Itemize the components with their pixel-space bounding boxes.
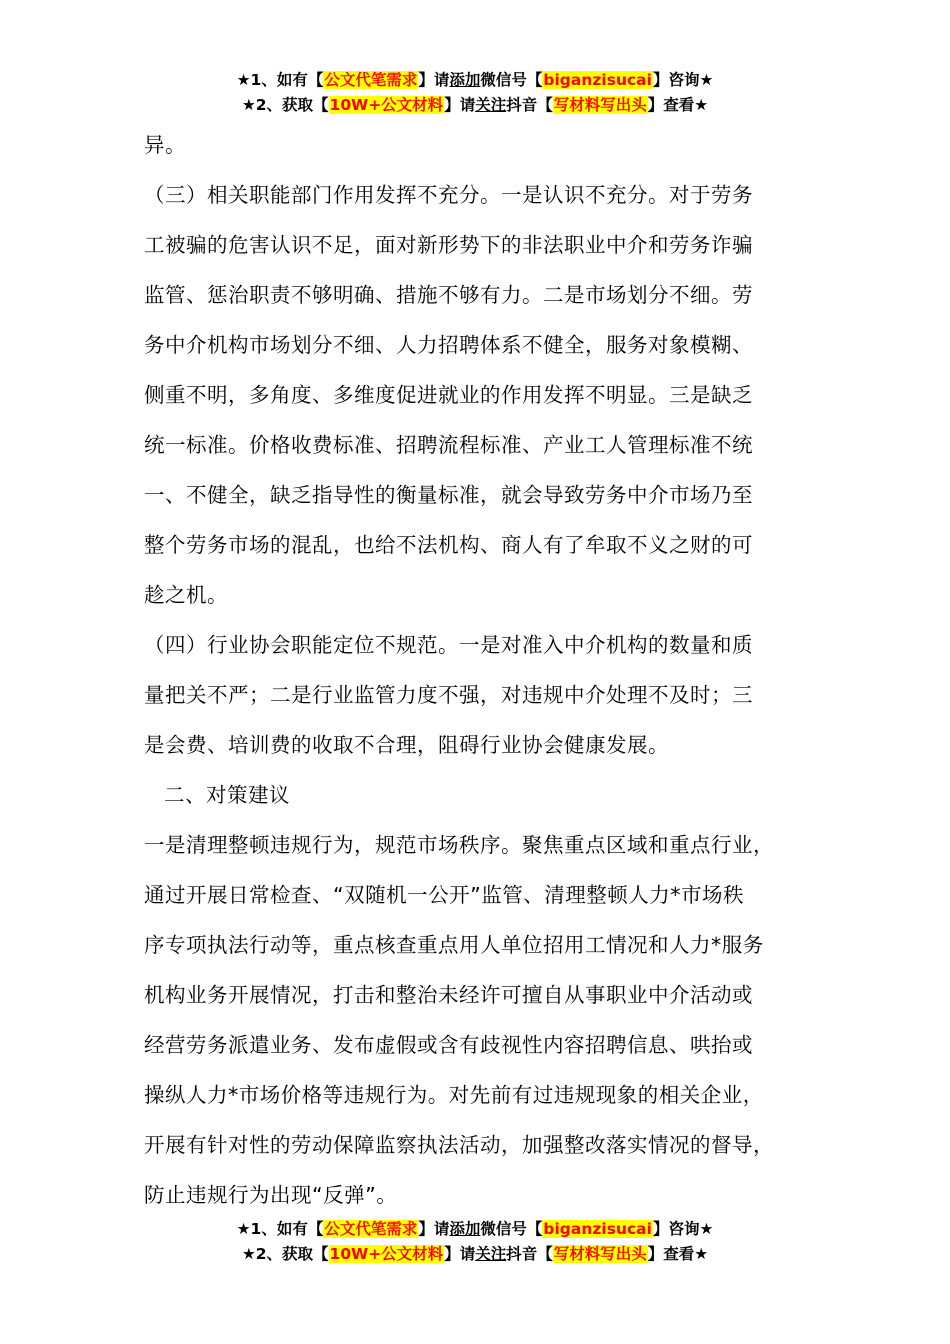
- document-body: [144, 120, 834, 1220]
- body-line: 防止违规行为出现“反弹”。: [144, 1183, 398, 1207]
- body-line: 务中介机构市场划分不细、人力招聘体系不健全，服务对象模糊、: [144, 333, 753, 357]
- banner-underlined-text: 添加: [449, 71, 481, 89]
- banner-text: 】请: [444, 96, 476, 114]
- body-line: 异。: [144, 133, 186, 157]
- section-heading: 二、对策建议: [164, 783, 290, 807]
- banner-text: 抖音【: [506, 96, 553, 114]
- body-line: 序专项执法行动等，重点核查重点用人单位招用工情况和人力*服务: [144, 933, 764, 957]
- body-line: 是会费、培训费的收取不合理，阻碍行业协会健康发展。: [144, 733, 669, 757]
- banner-text: 微信号【: [480, 71, 543, 89]
- body-line: 监管、惩治职责不够明确、措施不够有力。二是市场划分不细。劳: [144, 283, 753, 307]
- footer-banner: [0, 1217, 950, 1267]
- body-line: 开展有针对性的劳动保障监察执法活动，加强整改落实情况的督导，: [144, 1133, 774, 1157]
- body-line: （四）行业协会职能定位不规范。一是对准入中介机构的数量和质: [144, 633, 753, 657]
- body-line: 经营劳务派遣业务、发布虚假或含有歧视性内容招聘信息、哄抬或: [144, 1033, 753, 1057]
- banner-line-2: [0, 1242, 950, 1267]
- banner-highlight: 公文代笔需求: [324, 71, 418, 89]
- body-line: 一、不健全，缺乏指导性的衡量标准，就会导致劳务中介市场乃至: [144, 483, 753, 507]
- banner-highlight: 写材料写出头: [553, 1245, 647, 1263]
- banner-text: 】咨询★: [652, 1220, 714, 1238]
- body-line: 通过开展日常检查、“双随机一公开”监管、清理整顿人力*市场秩: [144, 883, 744, 907]
- body-line: 一是清理整顿违规行为，规范市场秩序。聚焦重点区域和重点行业，: [144, 833, 774, 857]
- banner-underlined-text: 关注: [475, 1245, 507, 1263]
- banner-highlight: 写材料写出头: [553, 96, 647, 114]
- banner-underlined-text: 添加: [449, 1220, 481, 1238]
- banner-text: 抖音【: [506, 1245, 553, 1263]
- banner-highlight: 10W+公文材料: [329, 1245, 444, 1263]
- banner-text: 】查看★: [647, 1245, 709, 1263]
- banner-text: 】请: [418, 1220, 450, 1238]
- banner-text: ★1、如有【: [236, 1220, 324, 1238]
- banner-highlight: biganzisucai: [543, 71, 652, 89]
- body-line: 侧重不明，多角度、多维度促进就业的作用发挥不明显。三是缺乏: [144, 383, 753, 407]
- banner-line-2: [0, 93, 950, 118]
- header-banner: [0, 68, 950, 118]
- body-line: 工被骗的危害认识不足，面对新形势下的非法职业中介和劳务诈骗: [144, 233, 753, 257]
- banner-line-1: [0, 1217, 950, 1242]
- banner-underlined-text: 关注: [475, 96, 507, 114]
- banner-text: 】查看★: [647, 96, 709, 114]
- banner-highlight: 10W+公文材料: [329, 96, 444, 114]
- body-line: （三）相关职能部门作用发挥不充分。一是认识不充分。对于劳务: [144, 183, 753, 207]
- banner-text: 】请: [444, 1245, 476, 1263]
- banner-text: ★1、如有【: [236, 71, 324, 89]
- body-line: 趁之机。: [144, 583, 228, 607]
- banner-highlight: 公文代笔需求: [324, 1220, 418, 1238]
- body-line: 整个劳务市场的混乱，也给不法机构、商人有了牟取不义之财的可: [144, 533, 753, 557]
- banner-highlight: biganzisucai: [543, 1220, 652, 1238]
- banner-text: 】咨询★: [652, 71, 714, 89]
- banner-text: 】请: [418, 71, 450, 89]
- body-line: 量把关不严；二是行业监管力度不强，对违规中介处理不及时；三: [144, 683, 753, 707]
- body-line: 操纵人力*市场价格等违规行为。对先前有过违规现象的相关企业，: [144, 1083, 764, 1107]
- banner-text: ★2、获取【: [241, 1245, 329, 1263]
- body-line: 机构业务开展情况，打击和整治未经许可擅自从事职业中介活动或: [144, 983, 753, 1007]
- banner-text: 微信号【: [480, 1220, 543, 1238]
- banner-text: ★2、获取【: [241, 96, 329, 114]
- body-line: 统一标准。价格收费标准、招聘流程标准、产业工人管理标准不统: [144, 433, 753, 457]
- banner-line-1: [0, 68, 950, 93]
